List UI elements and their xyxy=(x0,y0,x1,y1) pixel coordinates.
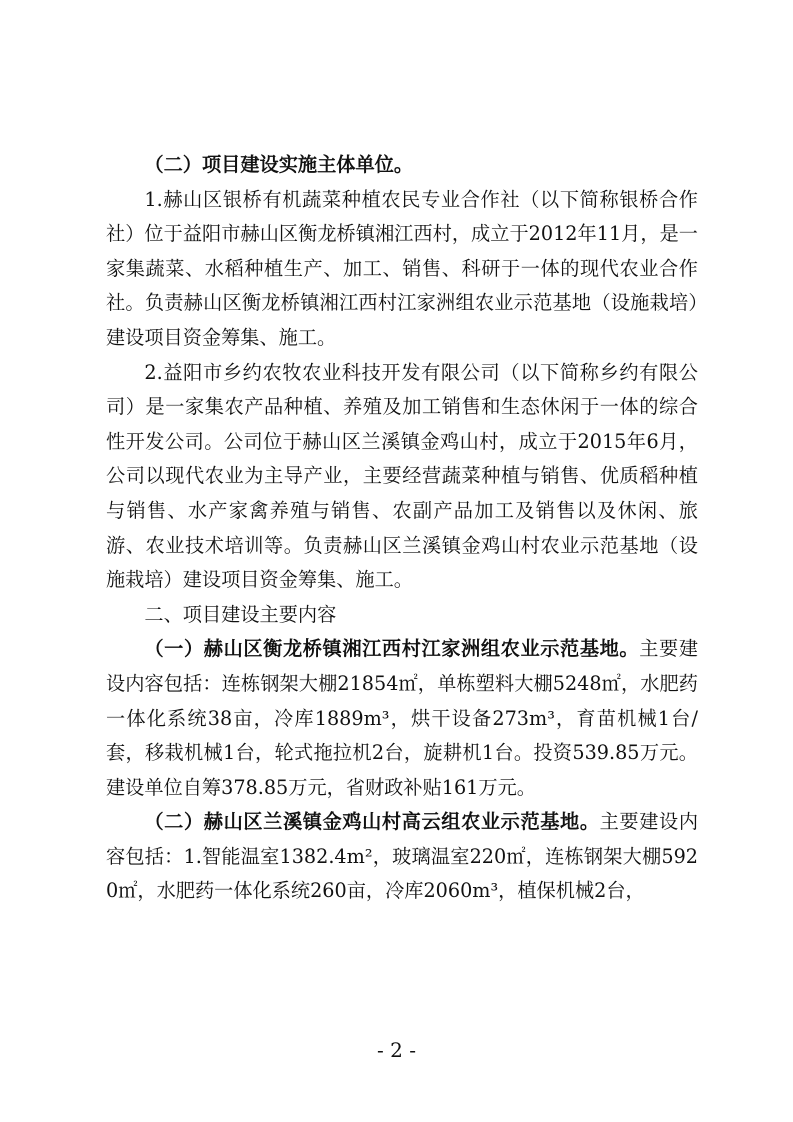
paragraph-text: 二、项目建设主要内容 xyxy=(144,602,337,626)
paragraph-yinqiao-cooperative xyxy=(106,183,698,356)
paragraph-text: 主要建设内容包括：连栋钢架大棚21854㎡，单栋塑料大棚5248㎡，水肥药一体化系统38亩，冷库1889m³，烘干设备273m³，育苗机械1台/套，移栽机械1台，轮式拖拉机2台，旋耕机1台。投资539.85万元。建设单位自筹378.85万元，省财政补贴161万元。 xyxy=(106,637,699,799)
paragraph-heading: （一）赫山区衡龙桥镇湘江西村江家洲组农业示范基地。 xyxy=(144,637,640,661)
paragraph-heading: （二）赫山区兰溪镇金鸡山村高云组农业示范基地。 xyxy=(144,810,600,834)
paragraph-heading: （二）项目建设实施主体单位。 xyxy=(144,153,414,176)
paragraph-text: 2.益阳市乡约农牧农业科技开发有限公司（以下简称乡约有限公司）是一家集农产品种植、养殖及加工销售和生态休闲于一体的综合性开发公司。公司位于赫山区兰溪镇金鸡山村，成立于2015年6月，公司以现代农业为主导产业，主要经营蔬菜种植与销售、优质稻种植与销售、水产家禽养殖与销售、农副产品加工及销售以及休闲、旅游、农业技术培训等。负责赫山区兰溪镇金鸡山村农业示范基地（设施栽培）建设项目资金筹集、施工。 xyxy=(106,360,698,592)
page-number: - 2 - xyxy=(377,1038,416,1062)
section-heading-implementing-units xyxy=(106,148,698,183)
paragraph-text: 主要建设内容包括：1.智能温室1382.4m²，玻璃温室220㎡，连栋钢架大棚5920㎡，水肥药一体化系统260亩，冷库2060m³，植保机械2台， xyxy=(106,810,699,903)
paragraph-xiangyue-company xyxy=(106,356,698,598)
document-body xyxy=(106,148,698,909)
paragraph-henglongqiao-base xyxy=(106,632,698,805)
paragraph-text: 1.赫山区银桥有机蔬菜种植农民专业合作社（以下简称银桥合作社）位于益阳市赫山区衡龙桥镇湘江西村，成立于2012年11月，是一家集蔬菜、水稻种植生产、加工、销售、科研于一体的现代农业合作社。负责赫山区衡龙桥镇湘江西村江家洲组农业示范基地（设施栽培）建设项目资金筹集、施工。 xyxy=(106,187,698,349)
section-heading-main-content xyxy=(106,598,698,633)
paragraph-lanxi-base xyxy=(106,805,698,909)
